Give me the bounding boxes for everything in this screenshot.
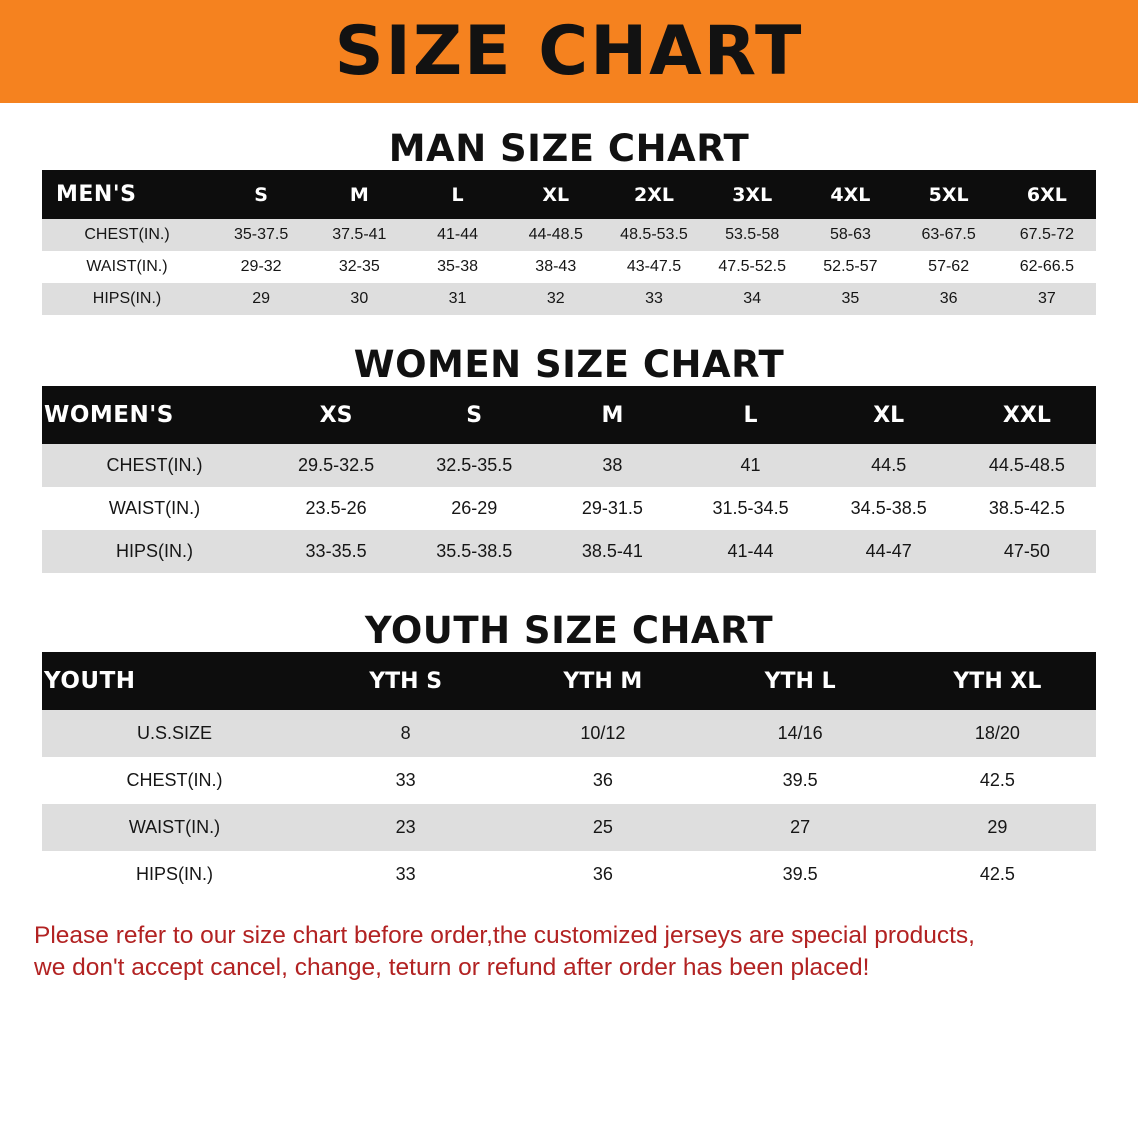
- table-header-row: [42, 386, 1096, 444]
- women-waist-xl: 34.5-38.5: [820, 487, 958, 530]
- women-size-table: [42, 386, 1096, 573]
- men-col-4xl: 4XL: [801, 170, 899, 219]
- men-waist-4xl: 52.5-57: [801, 251, 899, 283]
- youth-row-label-hips: HIPS(IN.): [42, 851, 307, 898]
- men-row-label-waist: WAIST(IN.): [42, 251, 212, 283]
- women-col-xs: XS: [267, 386, 405, 444]
- men-col-xl: XL: [507, 170, 605, 219]
- women-chest-xl: 44.5: [820, 444, 958, 487]
- women-waist-l: 31.5-34.5: [681, 487, 819, 530]
- youth-col-m: YTH M: [504, 652, 701, 710]
- men-hips-4xl: 35: [801, 283, 899, 315]
- youth-chest-xl: 42.5: [899, 757, 1096, 804]
- header-banner: [0, 0, 1138, 103]
- women-hips-xs: 33-35.5: [267, 530, 405, 573]
- men-chest-m: 37.5-41: [310, 219, 408, 251]
- women-waist-xs: 23.5-26: [267, 487, 405, 530]
- table-row: [42, 283, 1096, 315]
- youth-chest-l: 39.5: [702, 757, 899, 804]
- women-hips-l: 41-44: [681, 530, 819, 573]
- policy-note: [34, 920, 1104, 985]
- women-col-xl: XL: [820, 386, 958, 444]
- women-hips-m: 38.5-41: [543, 530, 681, 573]
- table-row: [42, 804, 1096, 851]
- youth-corner-label: YOUTH: [42, 652, 307, 710]
- table-row: [42, 487, 1096, 530]
- men-hips-2xl: 33: [605, 283, 703, 315]
- men-hips-s: 29: [212, 283, 310, 315]
- women-chest-l: 41: [681, 444, 819, 487]
- table-row: [42, 251, 1096, 283]
- women-waist-m: 29-31.5: [543, 487, 681, 530]
- women-chest-s: 32.5-35.5: [405, 444, 543, 487]
- youth-ussize-xl: 18/20: [899, 710, 1096, 757]
- youth-hips-l: 39.5: [702, 851, 899, 898]
- men-col-l: L: [408, 170, 506, 219]
- men-col-2xl: 2XL: [605, 170, 703, 219]
- table-header-row: [42, 170, 1096, 219]
- youth-chest-m: 36: [504, 757, 701, 804]
- women-hips-s: 35.5-38.5: [405, 530, 543, 573]
- table-header-row: [42, 652, 1096, 710]
- women-section-title: WOMEN SIZE CHART: [353, 343, 785, 386]
- men-hips-xl: 32: [507, 283, 605, 315]
- women-col-xxl: XXL: [958, 386, 1096, 444]
- men-hips-3xl: 34: [703, 283, 801, 315]
- women-hips-xl: 44-47: [820, 530, 958, 573]
- men-waist-5xl: 57-62: [900, 251, 998, 283]
- men-waist-6xl: 62-66.5: [998, 251, 1096, 283]
- youth-hips-s: 33: [307, 851, 504, 898]
- men-row-label-hips: HIPS(IN.): [42, 283, 212, 315]
- men-size-table: [42, 170, 1096, 315]
- men-waist-xl: 38-43: [507, 251, 605, 283]
- women-corner-label: WOMEN'S: [42, 386, 267, 444]
- man-section-title: MAN SIZE CHART: [388, 127, 750, 170]
- table-row: [42, 757, 1096, 804]
- men-hips-5xl: 36: [900, 283, 998, 315]
- women-col-m: M: [543, 386, 681, 444]
- men-chest-s: 35-37.5: [212, 219, 310, 251]
- women-row-label-hips: HIPS(IN.): [42, 530, 267, 573]
- table-row: [42, 219, 1096, 251]
- women-col-l: L: [681, 386, 819, 444]
- men-chest-2xl: 48.5-53.5: [605, 219, 703, 251]
- table-row: [42, 710, 1096, 757]
- youth-section-title: YOUTH SIZE CHART: [364, 609, 774, 652]
- men-waist-m: 32-35: [310, 251, 408, 283]
- policy-note-line-1: Please refer to our size chart before order,the customized jerseys are special products,: [34, 922, 975, 949]
- women-row-label-waist: WAIST(IN.): [42, 487, 267, 530]
- men-chest-6xl: 67.5-72: [998, 219, 1096, 251]
- youth-waist-l: 27: [702, 804, 899, 851]
- men-hips-m: 30: [310, 283, 408, 315]
- men-chest-3xl: 53.5-58: [703, 219, 801, 251]
- men-waist-3xl: 47.5-52.5: [703, 251, 801, 283]
- women-row-label-chest: CHEST(IN.): [42, 444, 267, 487]
- men-hips-6xl: 37: [998, 283, 1096, 315]
- youth-waist-xl: 29: [899, 804, 1096, 851]
- youth-row-label-waist: WAIST(IN.): [42, 804, 307, 851]
- youth-col-s: YTH S: [307, 652, 504, 710]
- youth-waist-m: 25: [504, 804, 701, 851]
- policy-note-line-2: we don't accept cancel, change, teturn or refund after order has been placed!: [34, 954, 870, 982]
- men-chest-4xl: 58-63: [801, 219, 899, 251]
- youth-hips-xl: 42.5: [899, 851, 1096, 898]
- table-row: [42, 530, 1096, 573]
- youth-ussize-s: 8: [307, 710, 504, 757]
- youth-row-label-ussize: U.S.SIZE: [42, 710, 307, 757]
- youth-row-label-chest: CHEST(IN.): [42, 757, 307, 804]
- men-chest-l: 41-44: [408, 219, 506, 251]
- men-row-label-chest: CHEST(IN.): [42, 219, 212, 251]
- youth-hips-m: 36: [504, 851, 701, 898]
- youth-waist-s: 23: [307, 804, 504, 851]
- page-title: SIZE CHART: [334, 11, 804, 91]
- men-chest-xl: 44-48.5: [507, 219, 605, 251]
- men-chest-5xl: 63-67.5: [900, 219, 998, 251]
- men-waist-s: 29-32: [212, 251, 310, 283]
- men-hips-l: 31: [408, 283, 506, 315]
- women-chest-xxl: 44.5-48.5: [958, 444, 1096, 487]
- men-col-3xl: 3XL: [703, 170, 801, 219]
- youth-size-table-wrapper: [42, 652, 1096, 898]
- youth-col-xl: YTH XL: [899, 652, 1096, 710]
- women-hips-xxl: 47-50: [958, 530, 1096, 573]
- men-size-table-wrapper: [42, 170, 1096, 315]
- youth-ussize-l: 14/16: [702, 710, 899, 757]
- women-chest-xs: 29.5-32.5: [267, 444, 405, 487]
- youth-col-l: YTH L: [702, 652, 899, 710]
- women-col-s: S: [405, 386, 543, 444]
- men-col-m: M: [310, 170, 408, 219]
- youth-ussize-m: 10/12: [504, 710, 701, 757]
- women-chest-m: 38: [543, 444, 681, 487]
- women-waist-xxl: 38.5-42.5: [958, 487, 1096, 530]
- youth-size-table: [42, 652, 1096, 898]
- men-col-s: S: [212, 170, 310, 219]
- men-col-5xl: 5XL: [900, 170, 998, 219]
- men-corner-label: MEN'S: [42, 170, 212, 219]
- men-col-6xl: 6XL: [998, 170, 1096, 219]
- table-row: [42, 444, 1096, 487]
- men-waist-2xl: 43-47.5: [605, 251, 703, 283]
- women-waist-s: 26-29: [405, 487, 543, 530]
- youth-chest-s: 33: [307, 757, 504, 804]
- table-row: [42, 851, 1096, 898]
- men-waist-l: 35-38: [408, 251, 506, 283]
- women-size-table-wrapper: [42, 386, 1096, 573]
